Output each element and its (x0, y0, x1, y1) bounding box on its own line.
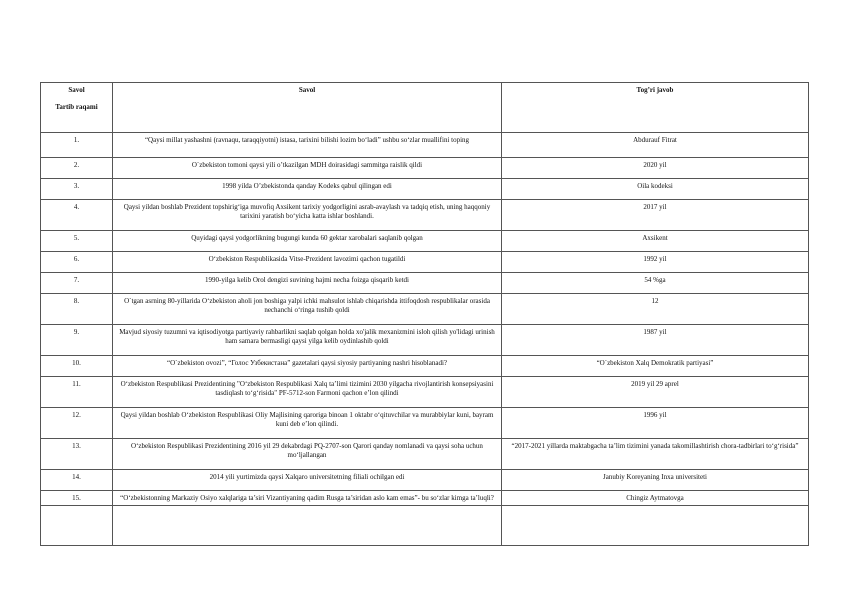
row-answer: “2017-2021 yillarda maktabgacha ta’lim tizimini yanada takomillashtirish chora-tadbirlari to‘g‘risida” (502, 439, 809, 470)
table-row (41, 179, 809, 200)
row-number: 3. (41, 179, 113, 200)
row-number: 5. (41, 231, 113, 252)
table-row (41, 252, 809, 273)
row-question: O‘zbekiston Respublikasi Prezidentining 2016 yil 29 dekabrdagi PQ-2707-son Qarori qanday nomlanadi va qaysi soha uchun mo‘ljallangan (113, 439, 502, 470)
row-answer: Oila kodeksi (502, 179, 809, 200)
row-question: Qaysi yildan boshlab O‘zbekiston Respublikasi Oliy Majlisining qaroriga binoan 1 oktabr o‘qituvchilar va murabbiylar kuni, bayram kuni deb e’lon qilindi. (113, 408, 502, 439)
row-number: 13. (41, 439, 113, 470)
row-answer: 2019 yil 29 aprel (502, 377, 809, 408)
header-number-line1: Savol (68, 86, 85, 94)
row-answer: 1992 yil (502, 252, 809, 273)
row-number: 15. (41, 491, 113, 506)
table-row (41, 133, 809, 158)
row-answer: 54 %ga (502, 273, 809, 294)
row-number: 4. (41, 200, 113, 231)
header-number (41, 83, 113, 133)
row-answer: Axsikent (502, 231, 809, 252)
row-question: Quyidagi qaysi yodgorlikning bugungi kunda 60 gektar xarobalari saqlanib qolgan (113, 231, 502, 252)
spacer-cell (113, 506, 502, 546)
row-question: Mavjud siyosiy tuzumni va iqtisodiyotga partiyaviy rahbarlikni saqlab qolgan holda xo'jalik mexanizmini isloh qilish yo'lidagi urinish ham samara bermasligi qaysi yilga kelib oydinlashib qoldi (113, 325, 502, 356)
table-row (41, 408, 809, 439)
row-question: O‘zbekiston Respublikasi Prezidentining "O‘zbekiston Respublikasi Xalq ta’limi tizimini 2030 yilgacha rivojlantirish konsepsiyasini tasdiqlash to‘g‘risida" PF-5712-son Farmoni qachon e’lon qilindi (113, 377, 502, 408)
row-question: Qaysi yildan boshlab Prezident topshirig‘iga muvofiq Axsikent tarixiy yodgorligini asrab-avaylash va tadqiq etish, uning haqqoniy tarixini yaratish bo‘yicha katta ishlar boshlandi. (113, 200, 502, 231)
table-row (41, 325, 809, 356)
row-question: 2014 yili yurtimizda qaysi Xalqaro universitetning filiali ochilgan edi (113, 470, 502, 491)
header-question: Savol (113, 83, 502, 133)
row-answer: 2017 yil (502, 200, 809, 231)
table-row (41, 294, 809, 325)
table-row (41, 377, 809, 408)
row-question: O‘zbekiston Respublikasida Vitse-Prezident lavozimi qachon tugatildi (113, 252, 502, 273)
row-answer: 1987 yil (502, 325, 809, 356)
table-row (41, 273, 809, 294)
header-answer: Tog’ri javob (502, 83, 809, 133)
row-question: 1998 yilda O’zbekistonda qanday Kodeks qabul qilingan edi (113, 179, 502, 200)
header-number-line2: Tartib raqami (55, 103, 98, 111)
row-number: 8. (41, 294, 113, 325)
row-number: 7. (41, 273, 113, 294)
row-question: “O‘zbekistonning Markaziy Osiyo xalqlariga ta’siri Vizantiyaning qadim Rusga ta’siridan aslo kam emas”- bu so‘zlar kimga ta’luqli? (113, 491, 502, 506)
row-number: 11. (41, 377, 113, 408)
row-question: “O`zbekiston ovozi”, “Голос Узбекистана” gazetalari qaysi siyosiy partiyaning nashri hisoblanadi? (113, 356, 502, 377)
header-row (41, 83, 809, 133)
row-number: 2. (41, 158, 113, 179)
row-answer: Abdurauf Fitrat (502, 133, 809, 158)
table-row (41, 470, 809, 491)
row-number: 6. (41, 252, 113, 273)
table-row-spacer (41, 506, 809, 546)
table-row (41, 491, 809, 506)
row-answer: “O`zbekiston Xalq Demokratik partiyasi” (502, 356, 809, 377)
row-question: “Qaysi millat yashashni (ravnaqu, taraqqiyotni) istasa, tarixini bilishi lozim bo‘ladi” ushbu so‘zlar muallifini toping (113, 133, 502, 158)
row-number: 10. (41, 356, 113, 377)
row-answer: Janubiy Koreyaning Inxa universiteti (502, 470, 809, 491)
table-row (41, 356, 809, 377)
table-row (41, 231, 809, 252)
table-row (41, 158, 809, 179)
row-answer: 2020 yil (502, 158, 809, 179)
spacer-cell (502, 506, 809, 546)
row-question: 1990-yilga kelib Orol dengizi suvining hajmi necha foizga qisqarib ketdi (113, 273, 502, 294)
row-question: O`zbekiston tomoni qaysi yili o’tkazilgan MDH doirasidagi sammitga raislik qildi (113, 158, 502, 179)
questions-table (40, 82, 809, 546)
table-row (41, 439, 809, 470)
table-row (41, 200, 809, 231)
spacer-cell (41, 506, 113, 546)
row-question: O`tgan asrning 80-yillarida O‘zbekiston aholi jon boshiga yalpi ichki mahsulot ishlab chiqarishda ittifoqdosh respublikalar orasida nechanchi o‘ringa tushib qoldi (113, 294, 502, 325)
row-number: 12. (41, 408, 113, 439)
row-answer: 12 (502, 294, 809, 325)
row-number: 1. (41, 133, 113, 158)
row-number: 14. (41, 470, 113, 491)
row-number: 9. (41, 325, 113, 356)
row-answer: 1996 yil (502, 408, 809, 439)
row-answer: Chingiz Aytmatovga (502, 491, 809, 506)
